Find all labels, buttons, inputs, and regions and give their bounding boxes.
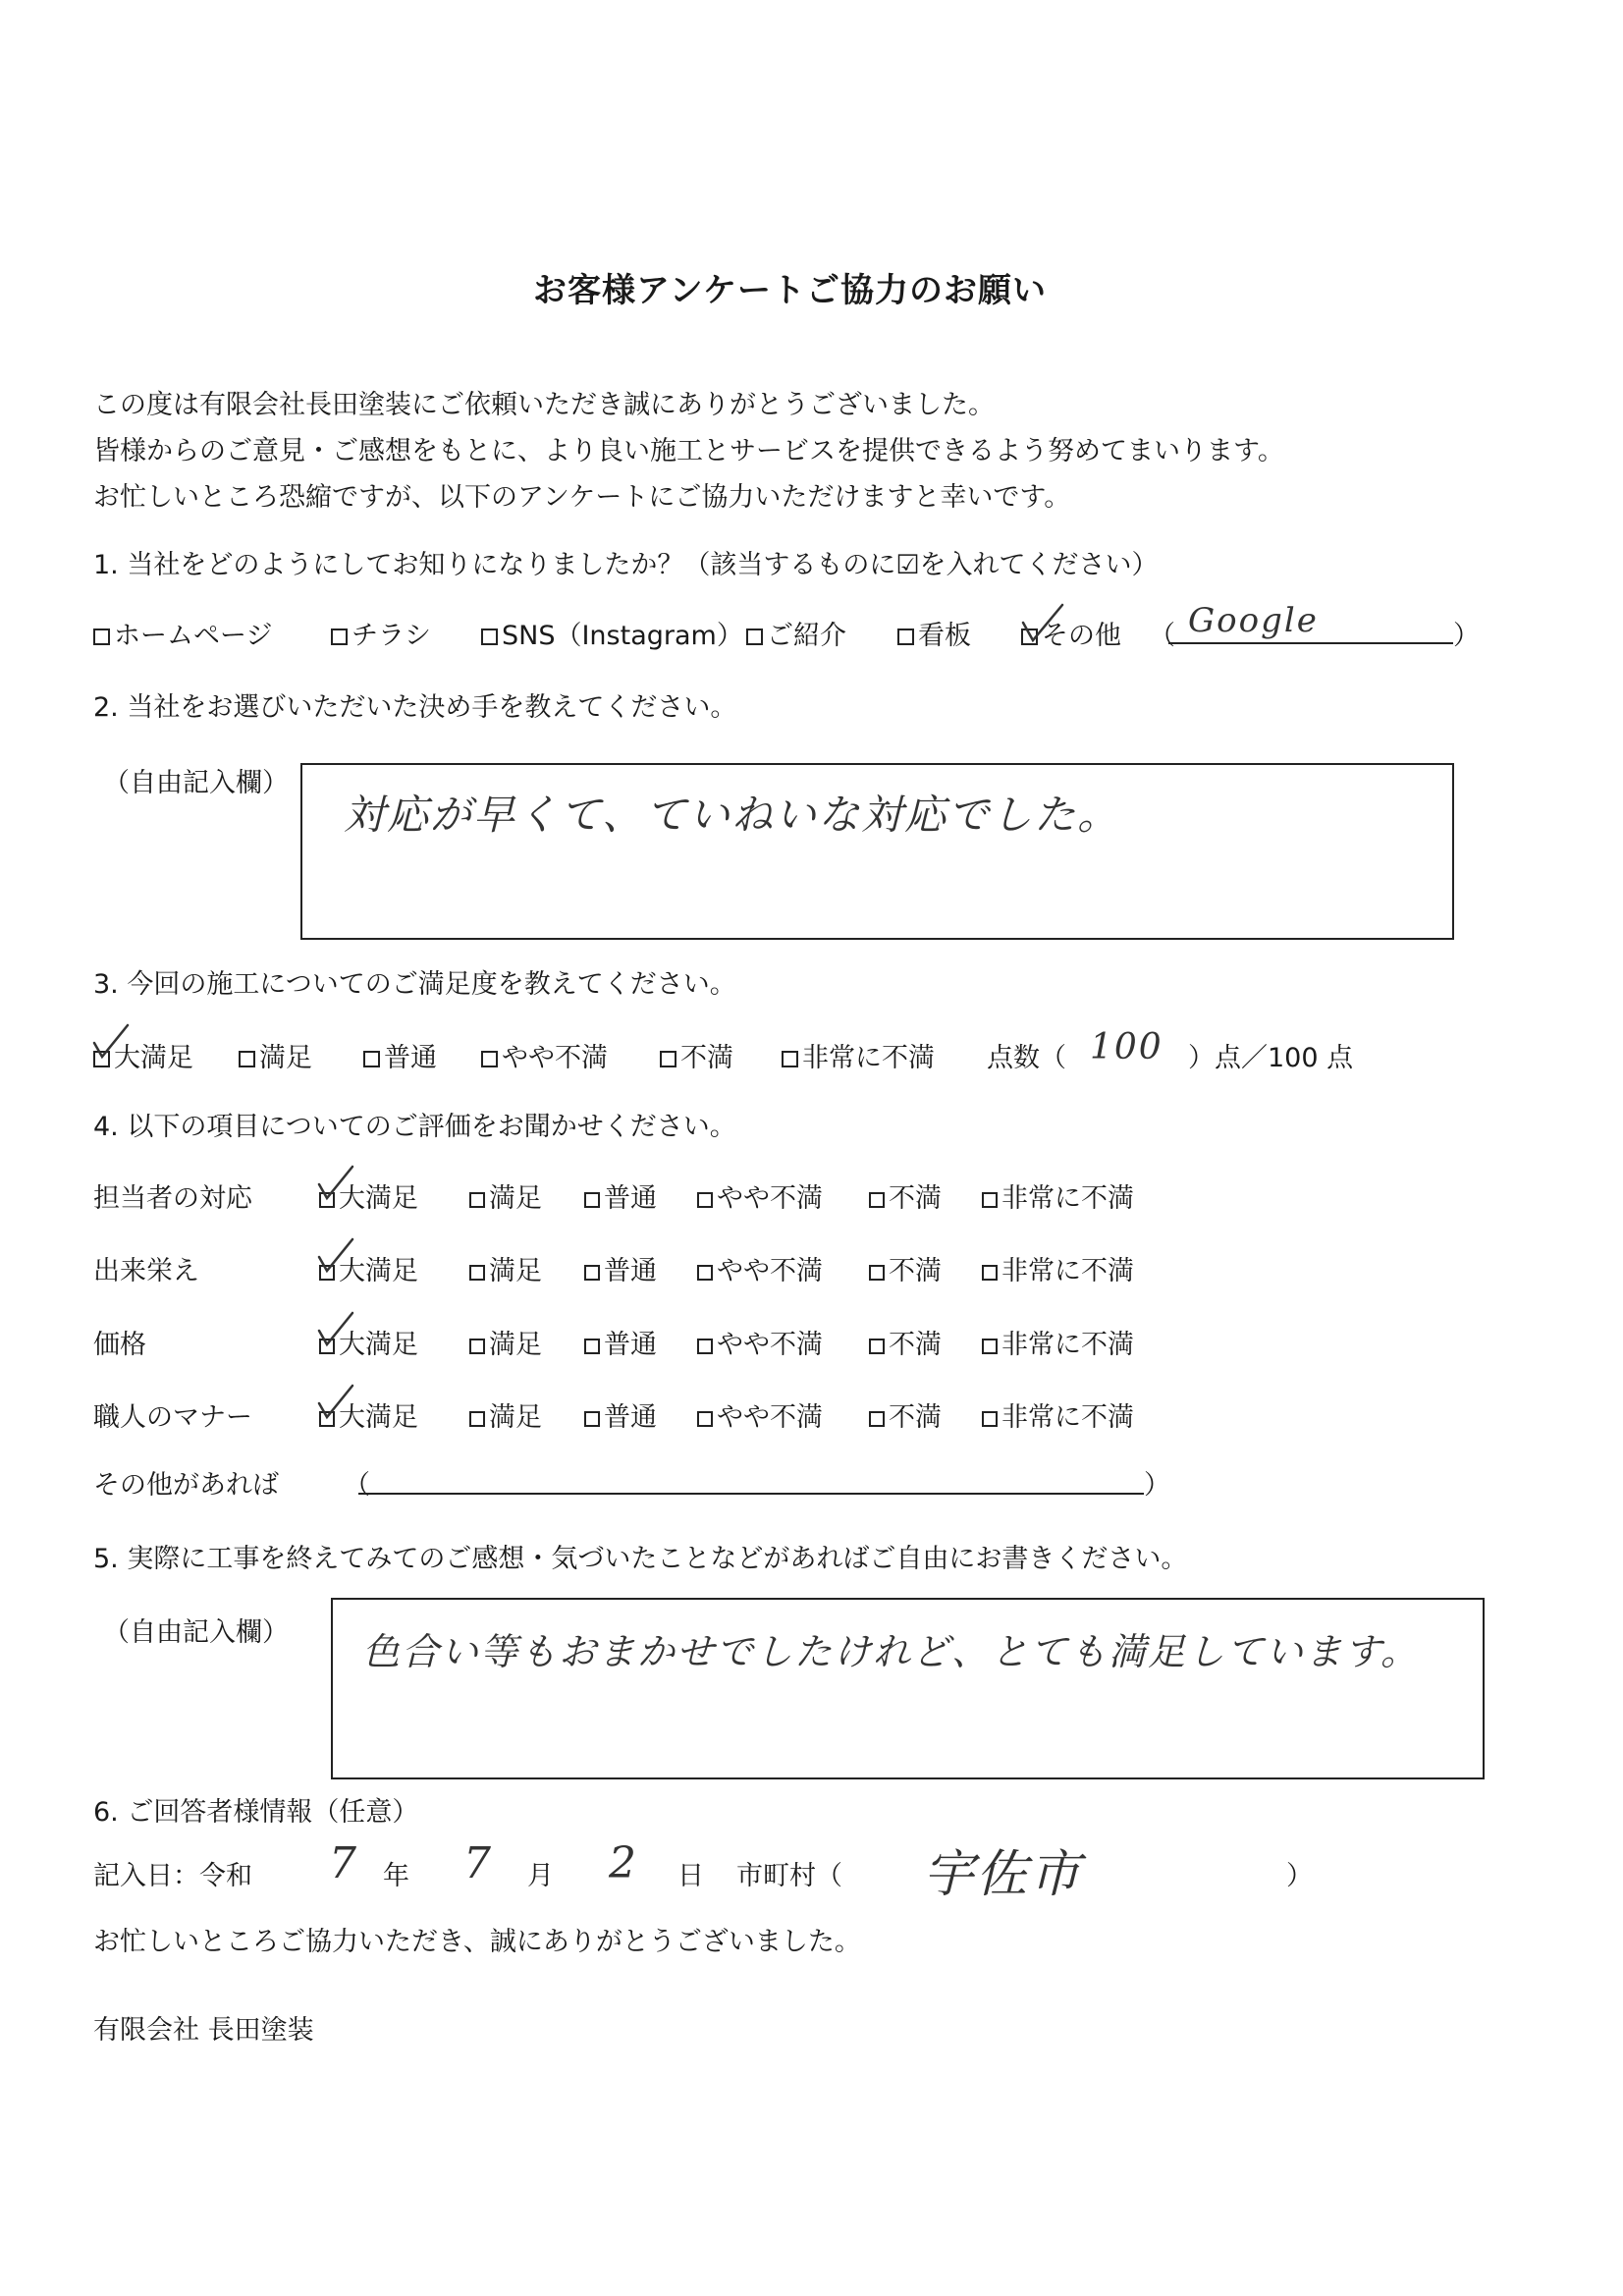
checkbox[interactable] [481, 629, 498, 645]
q4-row-label: 価格 [93, 1330, 146, 1360]
q5-answer-box[interactable] [331, 1598, 1485, 1779]
checkbox[interactable] [584, 1192, 600, 1208]
q1-option-flyer[interactable]: チラシ [331, 614, 431, 652]
checkbox[interactable] [363, 1051, 380, 1067]
q4-row-option[interactable]: 大満足 [319, 1395, 418, 1434]
q6-year-unit: 年 [383, 1861, 409, 1891]
checkbox[interactable] [982, 1339, 998, 1354]
q3-score-value[interactable]: 100 [1090, 1027, 1163, 1067]
q4-row-option[interactable]: 大満足 [319, 1249, 418, 1287]
q4-row-option[interactable]: 普通 [584, 1249, 657, 1287]
q4-row-option[interactable]: 非常に不満 [982, 1323, 1134, 1361]
q6-city-close-paren: ） [1286, 1861, 1313, 1891]
q2-free-label: （自由記入欄） [103, 768, 289, 798]
intro-line-2: 皆様からのご意見・ご感想をもとに、より良い施工とサービスを提供できるよう努めてまいります。 [93, 436, 1284, 466]
checkbox[interactable] [782, 1051, 798, 1067]
checkbox[interactable] [239, 1051, 255, 1067]
q4-row-option[interactable]: 大満足 [319, 1323, 418, 1361]
q4-row-option[interactable]: やや不満 [697, 1176, 823, 1215]
checkbox-checked[interactable] [319, 1339, 335, 1354]
q1-other-answer[interactable]: Google [1188, 601, 1319, 640]
q6-date-label: 記入日：令和 [93, 1861, 252, 1891]
q6-month-unit: 月 [527, 1861, 554, 1891]
checkbox[interactable] [697, 1339, 713, 1354]
q4-row-option[interactable]: 大満足 [319, 1176, 418, 1215]
q4-other-close-paren: ） [1144, 1470, 1170, 1501]
q2-answer-box[interactable] [300, 763, 1454, 940]
q4-row-option[interactable]: 普通 [584, 1323, 657, 1361]
q1-option-homepage[interactable]: ホームページ [93, 614, 272, 652]
q4-row-option[interactable]: 不満 [869, 1249, 942, 1287]
checkbox[interactable] [869, 1339, 885, 1354]
q6-city-value[interactable]: 宇佐市 [923, 1845, 1083, 1904]
checkbox[interactable] [469, 1192, 485, 1208]
checkbox[interactable] [982, 1192, 998, 1208]
q4-other-label: その他があれば [93, 1470, 279, 1501]
checkbox[interactable] [897, 629, 914, 645]
q4-row-option[interactable]: やや不満 [697, 1395, 823, 1434]
q3-option-very-satisfied[interactable]: 大満足 [93, 1036, 193, 1074]
q6-month-value[interactable]: 7 [463, 1838, 493, 1888]
q4-question: 4. 以下の項目についてのご評価をお聞かせください。 [93, 1112, 736, 1142]
q5-question: 5. 実際に工事を終えてみてのご感想・気づいたことなどがあればご自由にお書きください。 [93, 1544, 1188, 1574]
checkbox[interactable] [331, 629, 348, 645]
intro-line-1: この度は有限会社長田塗装にご依頼いただき誠にありがとうございました。 [93, 390, 995, 420]
q3-score-suffix: ）点／100 点 [1188, 1043, 1354, 1073]
checkbox[interactable] [584, 1411, 600, 1427]
checkbox[interactable] [697, 1265, 713, 1281]
q1-other-underline [1168, 642, 1453, 644]
checkbox[interactable] [982, 1265, 998, 1281]
q4-row-option[interactable]: 満足 [469, 1395, 542, 1434]
q4-row-option[interactable]: 満足 [469, 1323, 542, 1361]
q4-row-option[interactable]: やや不満 [697, 1323, 823, 1361]
q3-option-somewhat-dissatisfied[interactable]: やや不満 [481, 1036, 608, 1074]
q4-row-option[interactable]: 普通 [584, 1176, 657, 1215]
intro-line-3: お忙しいところ恐縮ですが、以下のアンケートにご協力いただけますと幸いです。 [93, 482, 1071, 513]
q4-row-option[interactable]: やや不満 [697, 1249, 823, 1287]
checkbox[interactable] [660, 1051, 676, 1067]
checkbox-checked[interactable] [319, 1411, 335, 1427]
checkbox-checked[interactable] [1021, 629, 1038, 645]
checkbox[interactable] [481, 1051, 498, 1067]
q2-answer: 対応が早くて、ていねいな対応でした。 [344, 791, 1121, 839]
q1-option-signboard[interactable]: 看板 [897, 614, 971, 652]
q3-score-label: 点数（ [987, 1043, 1066, 1073]
q3-option-satisfied[interactable]: 満足 [239, 1036, 312, 1074]
checkbox-checked[interactable] [319, 1192, 335, 1208]
closing-message: お忙しいところご協力いただき、誠にありがとうございました。 [93, 1927, 861, 1957]
checkbox[interactable] [869, 1411, 885, 1427]
q4-row-label: 担当者の対応 [93, 1183, 252, 1214]
q4-other-underline[interactable] [358, 1493, 1144, 1495]
checkbox[interactable] [697, 1411, 713, 1427]
q6-day-value[interactable]: 2 [609, 1838, 638, 1888]
checkbox-checked[interactable] [319, 1265, 335, 1281]
q4-row-label: 出来栄え [93, 1256, 199, 1286]
q6-day-unit: 日 [677, 1861, 704, 1891]
checkbox[interactable] [697, 1192, 713, 1208]
q4-row-option[interactable]: 不満 [869, 1323, 942, 1361]
q3-option-neutral[interactable]: 普通 [363, 1036, 437, 1074]
checkbox[interactable] [982, 1411, 998, 1427]
q4-row-option[interactable]: 普通 [584, 1395, 657, 1434]
checkbox[interactable] [869, 1265, 885, 1281]
q1-option-sns[interactable]: SNS（Instagram） [481, 614, 743, 652]
checkbox[interactable] [584, 1339, 600, 1354]
q4-row-option[interactable]: 不満 [869, 1395, 942, 1434]
checkbox[interactable] [469, 1411, 485, 1427]
q4-row-label: 職人のマナー [93, 1402, 252, 1433]
q5-answer: 色合い等もおまかせでしたけれど、とても満足しています。 [362, 1630, 1420, 1673]
q4-row-option[interactable]: 不満 [869, 1176, 942, 1215]
q1-option-referral[interactable]: ご紹介 [746, 614, 846, 652]
q3-option-very-dissatisfied[interactable]: 非常に不満 [782, 1036, 935, 1074]
q6-year-value[interactable]: 7 [329, 1838, 358, 1888]
q4-row-option[interactable]: 非常に不満 [982, 1249, 1134, 1287]
checkbox[interactable] [746, 629, 763, 645]
q1-other-open-paren: （ [1149, 621, 1175, 651]
checkbox[interactable] [93, 629, 110, 645]
checkbox[interactable] [869, 1192, 885, 1208]
q4-row-option[interactable]: 非常に不満 [982, 1395, 1134, 1434]
q4-row-option[interactable]: 満足 [469, 1249, 542, 1287]
q3-question: 3. 今回の施工についてのご満足度を教えてください。 [93, 969, 736, 1000]
page-title: お客様アンケートご協力のお願い [533, 271, 1047, 310]
company-name: 有限会社 長田塗装 [93, 2015, 314, 2046]
q3-option-dissatisfied[interactable]: 不満 [660, 1036, 733, 1074]
q1-other-close-paren: ） [1453, 621, 1480, 651]
checkbox[interactable] [469, 1265, 485, 1281]
q2-question: 2. 当社をお選びいただいた決め手を教えてください。 [93, 692, 737, 723]
checkbox[interactable] [584, 1265, 600, 1281]
checkbox[interactable] [469, 1339, 485, 1354]
q1-question: 1. 当社をどのようにしてお知りになりましたか？（該当するものに☑を入れてください） [93, 550, 1159, 580]
q6-question: 6. ご回答者様情報（任意） [93, 1797, 419, 1828]
q1-option-other[interactable]: その他 [1021, 614, 1121, 652]
q4-other-open-paren: （ [344, 1470, 370, 1501]
q4-row-option[interactable]: 非常に不満 [982, 1176, 1134, 1215]
checkbox-checked[interactable] [93, 1051, 110, 1067]
q5-free-label: （自由記入欄） [103, 1617, 289, 1648]
q6-city-label: 市町村（ [736, 1861, 842, 1891]
q4-row-option[interactable]: 満足 [469, 1176, 542, 1215]
